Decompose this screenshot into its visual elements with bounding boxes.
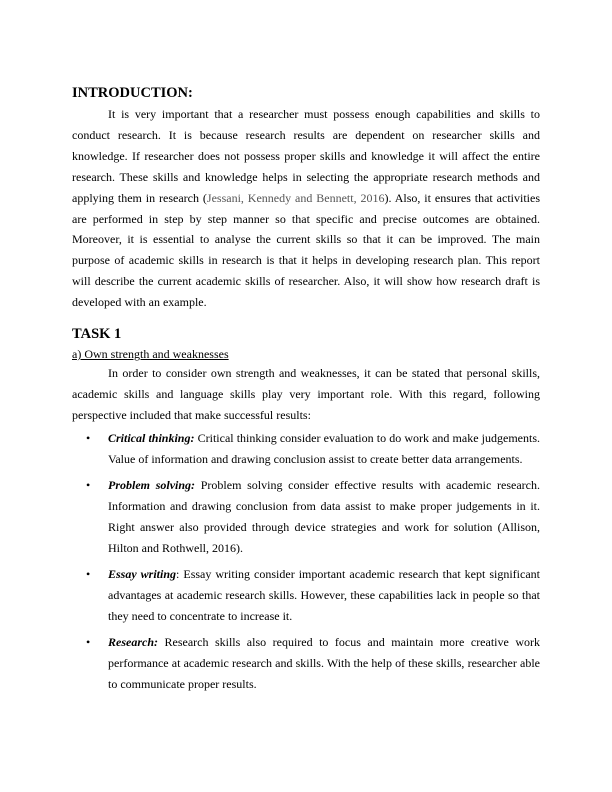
task-1-paragraph: In order to consider own strength and weaknesses, it can be stated that personal skills, academic skills and language skills play very important role. With this regard, following perspective included that make successful results: bbox=[72, 366, 540, 422]
intro-text-part-2: ). Also, it ensures that activities are performed in step by step manner so that specific and precise outcomes are obtained. Moreover, it is essential to analyse the current skills so that it can be improved. The main purpose of academic skills in research is that it helps in developing research plan. This report will describe the current academic skills of researcher. Also, it will show how research draft is developed with an example. bbox=[72, 190, 540, 310]
bullet-icon: • bbox=[86, 478, 91, 493]
bullet-text: Critical thinking consider evaluation to do work and make judgements. Value of information and drawing conclusion assist to create better data arrangements. bbox=[108, 430, 540, 466]
skills-bullet-list bbox=[72, 428, 540, 695]
bullet-icon: • bbox=[86, 635, 91, 650]
task-1-heading: TASK 1 bbox=[72, 326, 122, 343]
bullet-term: Problem solving: bbox=[108, 478, 196, 493]
bullet-critical-thinking bbox=[72, 428, 540, 470]
intro-citation: Jessani, Kennedy and Bennett, 2016 bbox=[206, 190, 385, 205]
bullet-essay-writing bbox=[72, 564, 540, 627]
introduction-heading: INTRODUCTION: bbox=[72, 85, 193, 101]
bullet-icon: • bbox=[86, 567, 91, 582]
bullet-icon: • bbox=[86, 430, 91, 445]
bullet-text: : Essay writing consider important academic research that kept significant advantages at academic research skills. However, these capabilities lack in people so that they need to concentrate to increase it. bbox=[108, 567, 540, 624]
bullet-research bbox=[72, 632, 540, 695]
intro-text-part-1: It is very important that a researcher must possess enough capabilities and skills to conduct research. It is because research results are dependent on researcher skills and knowledge. If researcher does not possess proper skills and knowledge it will affect the entire research. These skills and knowledge helps in selecting the appropriate research methods and applying them in research ( bbox=[72, 107, 540, 205]
bullet-problem-solving bbox=[72, 475, 540, 559]
strength-weaknesses-subheading: a) Own strength and weaknesses bbox=[72, 347, 229, 362]
bullet-term: Essay writing bbox=[108, 567, 177, 582]
bullet-term: Research: bbox=[108, 635, 158, 650]
introduction-paragraph bbox=[72, 104, 540, 313]
bullet-text: Research skills also required to focus and maintain more creative work performance at academic research and skills. With the help of these skills, researcher able to communicate proper results. bbox=[108, 635, 540, 692]
bullet-text: Problem solving consider effective results with academic research. Information and drawing conclusion from data assist to make proper judgements in it. Right answer also provided through device strategies and work for solution (Allison, Hilton and Rothwell, 2016). bbox=[108, 478, 540, 555]
document-page bbox=[72, 84, 540, 701]
bullet-term: Critical thinking: bbox=[108, 430, 195, 445]
